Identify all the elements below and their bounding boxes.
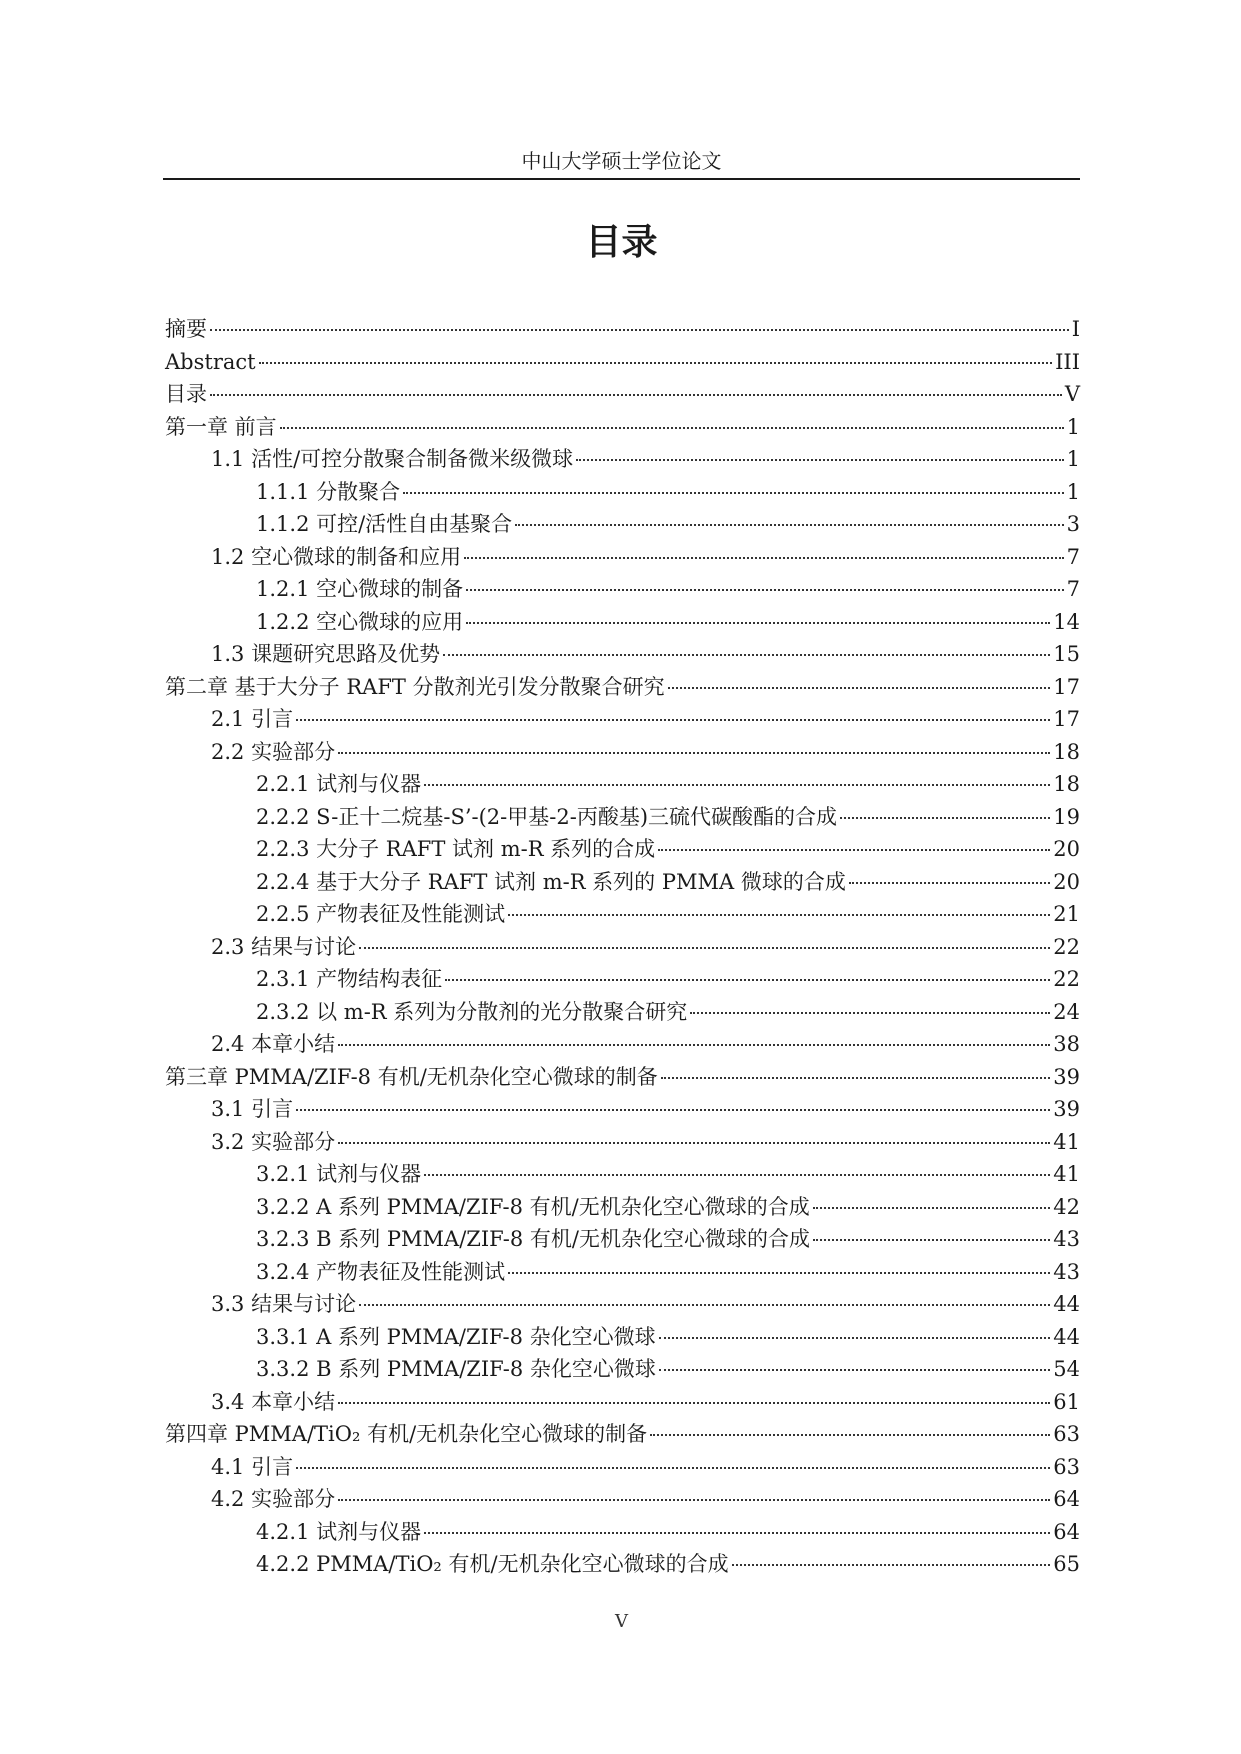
page-number: V <box>615 1611 628 1632</box>
toc-entry[interactable] <box>165 638 1080 671</box>
toc-entry-page: 63 <box>1053 1422 1080 1446</box>
toc-entry-page: 63 <box>1053 1454 1080 1479</box>
toc-entry-page: 41 <box>1053 1129 1080 1154</box>
toc-entry-label: 3.1 引言 <box>211 1097 294 1121</box>
toc-entry-page: 39 <box>1053 1064 1080 1089</box>
toc-entry-page: 54 <box>1053 1357 1080 1381</box>
toc-entry-page: 22 <box>1053 934 1080 959</box>
toc-entry-page: 22 <box>1053 967 1080 991</box>
toc-entry-label: 3.3 结果与讨论 <box>211 1292 357 1316</box>
toc-entry-page: 61 <box>1053 1389 1080 1414</box>
toc-entry[interactable] <box>165 1191 1080 1224</box>
toc-entry-page: 41 <box>1053 1162 1080 1186</box>
dot-leader <box>508 1272 1050 1274</box>
dot-leader <box>210 329 1069 331</box>
dot-leader <box>424 1532 1050 1534</box>
toc-entry[interactable] <box>165 1483 1080 1516</box>
toc-entry-page: III <box>1055 349 1080 374</box>
toc-entry-page: 24 <box>1053 999 1080 1024</box>
dot-leader <box>443 654 1050 656</box>
dot-leader <box>338 1402 1050 1404</box>
dot-leader <box>515 524 1063 526</box>
toc-entry-label: 2.1 引言 <box>211 707 294 731</box>
dot-leader <box>466 622 1050 624</box>
toc-entry[interactable] <box>165 606 1080 639</box>
dot-leader <box>668 687 1051 689</box>
toc-entry-page: 1 <box>1066 414 1080 439</box>
toc-entry-page: 14 <box>1053 609 1080 634</box>
toc-entry-label: 摘要 <box>165 317 207 341</box>
toc-entry-label: 第一章 前言 <box>165 414 277 439</box>
toc-entry-label: 1.3 课题研究思路及优势 <box>211 642 441 666</box>
toc-entry[interactable] <box>165 1093 1080 1126</box>
table-of-contents <box>165 313 1080 1581</box>
toc-heading: 目录 <box>585 222 658 263</box>
toc-entry[interactable] <box>165 1451 1080 1484</box>
dot-leader <box>296 1109 1050 1111</box>
dot-leader <box>359 1304 1050 1306</box>
toc-entry[interactable] <box>165 1548 1080 1581</box>
toc-entry[interactable] <box>165 1353 1080 1386</box>
toc-entry-label: 2.2.1 试剂与仪器 <box>256 772 422 796</box>
dot-leader <box>296 1467 1050 1469</box>
toc-entry[interactable] <box>165 411 1080 444</box>
toc-entry-label: 2.3 结果与讨论 <box>211 934 357 959</box>
toc-entry[interactable] <box>165 996 1080 1029</box>
toc-entry-page: 43 <box>1053 1227 1080 1251</box>
toc-entry-label: 第二章 基于大分子 RAFT 分散剂光引发分散聚合研究 <box>165 674 665 699</box>
dot-leader <box>403 492 1064 494</box>
dot-leader <box>338 1499 1050 1501</box>
dot-leader <box>840 817 1050 819</box>
toc-entry-label: 2.3.2 以 m-R 系列为分散剂的光分散聚合研究 <box>256 999 688 1024</box>
toc-entry[interactable] <box>165 573 1080 606</box>
toc-entry-label: 2.4 本章小结 <box>211 1032 336 1056</box>
dot-leader <box>661 1077 1050 1079</box>
toc-entry-page: 42 <box>1053 1194 1080 1219</box>
toc-entry-label: 3.2.4 产物表征及性能测试 <box>256 1259 506 1284</box>
toc-entry[interactable] <box>165 541 1080 574</box>
toc-entry-label: 第三章 PMMA/ZIF-8 有机/无机杂化空心微球的制备 <box>165 1064 658 1089</box>
toc-entry-label: 3.3.2 B 系列 PMMA/ZIF-8 杂化空心微球 <box>256 1357 656 1381</box>
toc-entry[interactable] <box>165 866 1080 899</box>
toc-entry-label: 1.1 活性/可控分散聚合制备微米级微球 <box>211 447 574 471</box>
toc-entry[interactable] <box>165 443 1080 476</box>
toc-entry[interactable] <box>165 1158 1080 1191</box>
toc-entry-label: 3.3.1 A 系列 PMMA/ZIF-8 杂化空心微球 <box>256 1324 656 1349</box>
toc-entry-label: 4.1 引言 <box>211 1454 294 1479</box>
dot-leader <box>359 947 1050 949</box>
toc-entry[interactable] <box>165 1126 1080 1159</box>
toc-entry-label: 2.3.1 产物结构表征 <box>256 967 443 991</box>
dot-leader <box>259 362 1053 364</box>
toc-entry-page: 17 <box>1053 674 1080 699</box>
dot-leader <box>508 914 1050 916</box>
toc-entry-label: 目录 <box>165 382 207 406</box>
toc-entry-label: 2.2.3 大分子 RAFT 试剂 m-R 系列的合成 <box>256 837 656 861</box>
toc-entry[interactable] <box>165 1223 1080 1256</box>
toc-entry[interactable] <box>165 703 1080 736</box>
toc-entry[interactable] <box>165 1061 1080 1094</box>
dot-leader <box>659 1337 1051 1339</box>
toc-entry-page: 1 <box>1066 479 1080 504</box>
dot-leader <box>296 719 1050 721</box>
toc-entry[interactable] <box>165 476 1080 509</box>
toc-entry-page: 7 <box>1066 577 1080 601</box>
toc-entry[interactable] <box>165 768 1080 801</box>
dot-leader <box>464 557 1064 559</box>
toc-entry-page: 20 <box>1053 869 1080 894</box>
toc-entry-label: 4.2.1 试剂与仪器 <box>256 1519 422 1544</box>
toc-entry-page: 3 <box>1066 512 1080 536</box>
toc-entry-label: 4.2.2 PMMA/TiO₂ 有机/无机杂化空心微球的合成 <box>256 1552 729 1576</box>
toc-entry-label: 1.1.1 分散聚合 <box>256 479 401 504</box>
toc-entry[interactable] <box>165 1028 1080 1061</box>
toc-entry-label: Abstract <box>165 349 256 374</box>
dot-leader <box>210 394 1062 396</box>
toc-entry[interactable] <box>165 736 1080 769</box>
toc-entry-page: I <box>1071 317 1080 341</box>
toc-entry[interactable] <box>165 1516 1080 1549</box>
toc-entry-label: 第四章 PMMA/TiO₂ 有机/无机杂化空心微球的制备 <box>165 1422 648 1446</box>
toc-entry-page: 64 <box>1053 1487 1080 1511</box>
running-header: 中山大学硕士学位论文 <box>521 149 722 173</box>
toc-entry[interactable] <box>165 671 1080 704</box>
toc-entry-label: 3.2.3 B 系列 PMMA/ZIF-8 有机/无机杂化空心微球的合成 <box>256 1227 810 1251</box>
toc-entry[interactable] <box>165 833 1080 866</box>
dot-leader <box>424 1174 1050 1176</box>
toc-entry-label: 3.4 本章小结 <box>211 1389 336 1414</box>
toc-entry-page: V <box>1064 382 1080 406</box>
toc-entry-label: 2.2.2 S-正十二烷基-S’-(2-甲基-2-丙酸基)三硫代碳酸酯的合成 <box>256 804 838 829</box>
toc-entry-label: 1.2.2 空心微球的应用 <box>256 609 464 634</box>
dot-leader <box>732 1564 1051 1566</box>
dot-leader <box>424 784 1050 786</box>
toc-entry[interactable] <box>165 378 1080 411</box>
toc-entry-page: 38 <box>1053 1032 1080 1056</box>
dot-leader <box>338 1044 1050 1046</box>
toc-entry[interactable] <box>165 801 1080 834</box>
dot-leader <box>650 1434 1050 1436</box>
toc-entry-label: 4.2 实验部分 <box>211 1487 336 1511</box>
toc-entry-page: 39 <box>1053 1097 1080 1121</box>
toc-entry-label: 1.2 空心微球的制备和应用 <box>211 544 462 569</box>
toc-entry[interactable] <box>165 1418 1080 1451</box>
toc-entry-label: 3.2.2 A 系列 PMMA/ZIF-8 有机/无机杂化空心微球的合成 <box>256 1194 810 1219</box>
toc-entry-page: 44 <box>1053 1324 1080 1349</box>
toc-entry[interactable] <box>165 508 1080 541</box>
dot-leader <box>466 589 1064 591</box>
toc-entry-page: 15 <box>1053 642 1080 666</box>
dot-leader <box>690 1012 1050 1014</box>
toc-entry[interactable] <box>165 1321 1080 1354</box>
toc-entry-page: 65 <box>1053 1552 1080 1576</box>
toc-entry[interactable] <box>165 313 1080 346</box>
toc-entry-page: 43 <box>1053 1259 1080 1284</box>
header-rule <box>163 178 1080 180</box>
toc-entry-label: 2.2.5 产物表征及性能测试 <box>256 902 506 926</box>
toc-entry-page: 19 <box>1053 804 1080 829</box>
toc-entry-page: 18 <box>1053 772 1080 796</box>
dot-leader <box>658 849 1050 851</box>
toc-entry-page: 1 <box>1066 447 1080 471</box>
toc-entry-page: 18 <box>1053 739 1080 764</box>
toc-entry-page: 64 <box>1053 1519 1080 1544</box>
dot-leader <box>813 1207 1051 1209</box>
toc-entry[interactable] <box>165 1256 1080 1289</box>
toc-entry-page: 17 <box>1053 707 1080 731</box>
toc-entry-label: 1.2.1 空心微球的制备 <box>256 577 464 601</box>
dot-leader <box>813 1239 1050 1241</box>
toc-entry-label: 2.2 实验部分 <box>211 739 336 764</box>
toc-entry-page: 7 <box>1066 544 1080 569</box>
dot-leader <box>659 1369 1050 1371</box>
toc-entry[interactable] <box>165 1386 1080 1419</box>
dot-leader <box>338 752 1050 754</box>
toc-entry[interactable] <box>165 1288 1080 1321</box>
toc-entry[interactable] <box>165 931 1080 964</box>
dot-leader <box>338 1142 1050 1144</box>
dot-leader <box>280 427 1064 429</box>
toc-entry-page: 44 <box>1053 1292 1080 1316</box>
dot-leader <box>445 979 1050 981</box>
toc-entry-page: 21 <box>1053 902 1080 926</box>
dot-leader <box>576 459 1063 461</box>
toc-entry-page: 20 <box>1053 837 1080 861</box>
toc-entry-label: 1.1.2 可控/活性自由基聚合 <box>256 512 513 536</box>
toc-entry[interactable] <box>165 898 1080 931</box>
toc-entry-label: 3.2 实验部分 <box>211 1129 336 1154</box>
toc-entry-label: 3.2.1 试剂与仪器 <box>256 1162 422 1186</box>
dot-leader <box>849 882 1050 884</box>
toc-entry[interactable] <box>165 963 1080 996</box>
toc-entry[interactable] <box>165 346 1080 379</box>
toc-entry-label: 2.2.4 基于大分子 RAFT 试剂 m-R 系列的 PMMA 微球的合成 <box>256 869 846 894</box>
